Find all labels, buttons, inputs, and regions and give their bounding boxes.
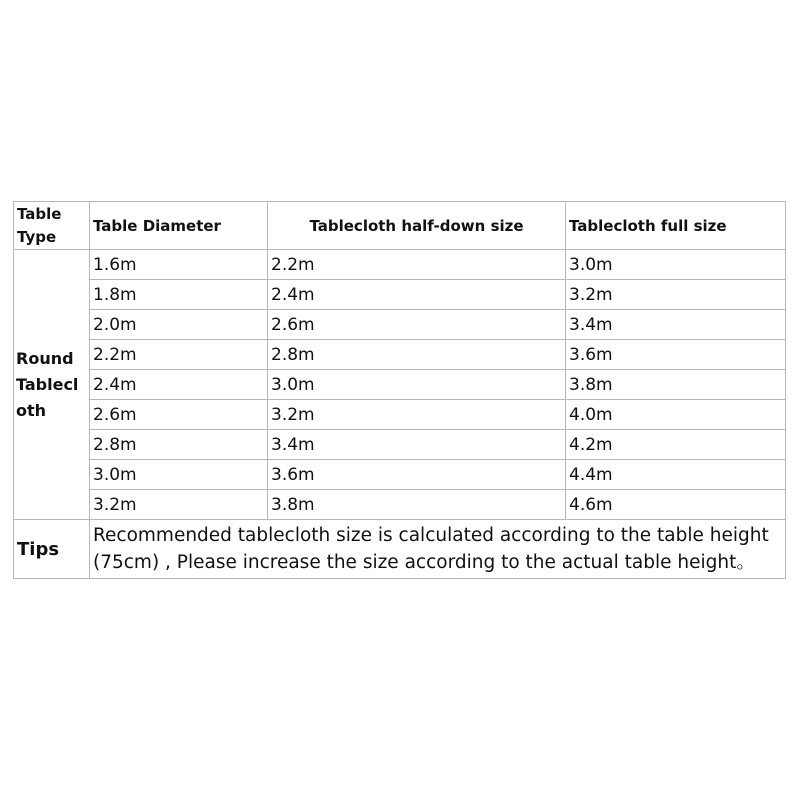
cell-full: 4.4m bbox=[566, 460, 786, 490]
tips-row bbox=[14, 520, 786, 579]
header-half-down-size: Tablecloth half-down size bbox=[268, 202, 566, 250]
tablecloth-size-table bbox=[13, 201, 786, 579]
cell-diameter: 1.8m bbox=[90, 280, 268, 310]
cell-full: 4.6m bbox=[566, 490, 786, 520]
table-row bbox=[14, 430, 786, 460]
cell-full: 3.8m bbox=[566, 370, 786, 400]
cell-diameter: 3.2m bbox=[90, 490, 268, 520]
cell-diameter: 2.0m bbox=[90, 310, 268, 340]
cell-full: 3.2m bbox=[566, 280, 786, 310]
cell-diameter: 2.4m bbox=[90, 370, 268, 400]
cell-half-down: 2.2m bbox=[268, 250, 566, 280]
table-row bbox=[14, 280, 786, 310]
tips-text: Recommended tablecloth size is calculated according to the table height (75cm) , Please increase the size according to the actual table height。 bbox=[90, 520, 786, 579]
cell-diameter: 2.8m bbox=[90, 430, 268, 460]
cell-half-down: 3.8m bbox=[268, 490, 566, 520]
table-row bbox=[14, 250, 786, 280]
header-table-diameter: Table Diameter bbox=[90, 202, 268, 250]
table-row bbox=[14, 370, 786, 400]
table-row bbox=[14, 340, 786, 370]
cell-full: 3.4m bbox=[566, 310, 786, 340]
cell-full: 4.2m bbox=[566, 430, 786, 460]
cell-diameter: 2.2m bbox=[90, 340, 268, 370]
cell-half-down: 2.8m bbox=[268, 340, 566, 370]
cell-half-down: 3.6m bbox=[268, 460, 566, 490]
cell-half-down: 2.4m bbox=[268, 280, 566, 310]
header-row bbox=[14, 202, 786, 250]
cell-half-down: 3.0m bbox=[268, 370, 566, 400]
table-row bbox=[14, 460, 786, 490]
cell-half-down: 3.4m bbox=[268, 430, 566, 460]
table-row bbox=[14, 310, 786, 340]
table-row bbox=[14, 490, 786, 520]
cell-diameter: 2.6m bbox=[90, 400, 268, 430]
cell-full: 3.0m bbox=[566, 250, 786, 280]
tips-label: Tips bbox=[14, 520, 90, 579]
cell-full: 4.0m bbox=[566, 400, 786, 430]
cell-full: 3.6m bbox=[566, 340, 786, 370]
cell-diameter: 1.6m bbox=[90, 250, 268, 280]
table-type-round-tablecloth: Round Tablecloth bbox=[14, 250, 90, 520]
header-table-type: Table Type bbox=[14, 202, 90, 250]
cell-half-down: 3.2m bbox=[268, 400, 566, 430]
header-full-size: Tablecloth full size bbox=[566, 202, 786, 250]
cell-half-down: 2.6m bbox=[268, 310, 566, 340]
table-row bbox=[14, 400, 786, 430]
cell-diameter: 3.0m bbox=[90, 460, 268, 490]
